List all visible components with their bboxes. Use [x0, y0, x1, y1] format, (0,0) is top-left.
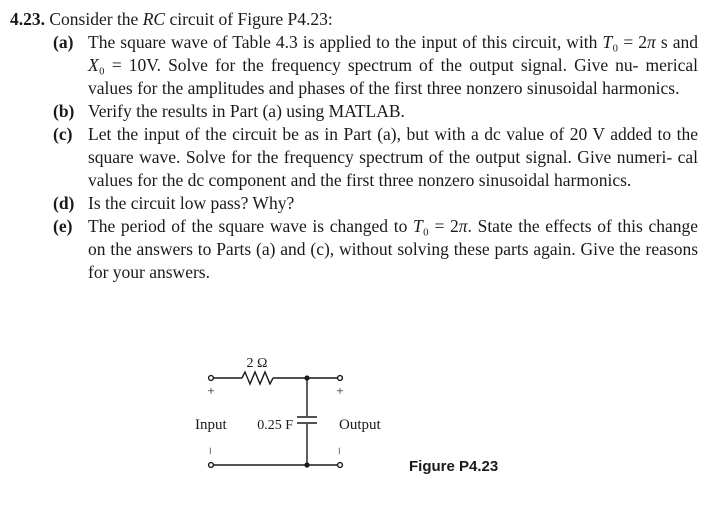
- part-text-line: square wave. Solve for the frequency spectrum of the output signal. Give numeri-: [88, 147, 673, 167]
- problem-part: [10, 100, 698, 123]
- part-text-line: Is the circuit low pass? Why?: [88, 193, 295, 213]
- problem-part: [10, 192, 698, 215]
- part-text-line: The period of the square wave is changed to T₀ = 2π. State the effects of this: [88, 216, 643, 236]
- problem-header: [10, 8, 698, 31]
- resistor-label: 2 Ω: [246, 356, 268, 371]
- input-minus: –: [204, 447, 219, 455]
- part-text-line: the reasons for your answers.: [88, 239, 699, 282]
- part-text-line: Let the input of the circuit be as in Part (a), but with a dc value of 20 V added to the: [88, 124, 698, 144]
- part-text-line: harmonics.: [602, 78, 680, 98]
- capacitor-label: 0.25 F: [257, 418, 293, 433]
- output-label: Output: [339, 417, 381, 433]
- part-tag: (a): [53, 32, 74, 52]
- part-tag: (d): [53, 193, 75, 213]
- part-text-line: merical values for the amplitudes and phases of the first three nonzero sinusoidal: [88, 55, 698, 98]
- problem-intro: Consider the RC circuit of Figure P4.23:: [49, 9, 333, 29]
- output-terminal-top: [338, 376, 343, 381]
- output-plus: +: [336, 383, 344, 398]
- output-terminal-bottom: [338, 463, 343, 468]
- problem-4-23: [10, 8, 698, 284]
- part-text-line: change on the answers to Parts (a) and (c), without solving these parts again. Give: [88, 216, 698, 259]
- part-text-line: and X₀ = 10V. Solve for the frequency spectrum of the output signal. Give nu-: [88, 32, 699, 75]
- part-text: [88, 216, 698, 282]
- part-tag: (c): [53, 124, 73, 144]
- part-text: [88, 101, 405, 121]
- problem-part: [10, 215, 698, 284]
- input-terminal-top: [209, 376, 214, 381]
- figure-caption: Figure P4.23: [409, 458, 499, 475]
- part-text: [88, 124, 698, 190]
- input-plus: +: [207, 383, 215, 398]
- resistor: [242, 372, 273, 384]
- part-text: [88, 193, 294, 213]
- problem-parts: [10, 31, 698, 284]
- part-text-line: Verify the results in Part (a) using MATLAB.: [88, 101, 405, 121]
- part-text-line: The square wave of Table 4.3 is applied to the input of this circuit, with T₀ = 2π s: [88, 32, 668, 52]
- part-tag: (e): [53, 216, 73, 236]
- part-tag: (b): [53, 101, 75, 121]
- rc-circuit-figure: [190, 352, 410, 487]
- input-terminal-bottom: [209, 463, 214, 468]
- problem-part: [10, 123, 698, 192]
- node-top: [304, 375, 309, 380]
- output-minus: –: [333, 447, 348, 455]
- node-bottom: [304, 462, 309, 467]
- part-text: [88, 32, 698, 98]
- problem-part: [10, 31, 698, 100]
- input-label: Input: [195, 417, 227, 433]
- problem-number: 4.23.: [10, 9, 45, 29]
- part-text-line: cal values for the dc component and the first three nonzero sinusoidal harmonics.: [88, 147, 699, 190]
